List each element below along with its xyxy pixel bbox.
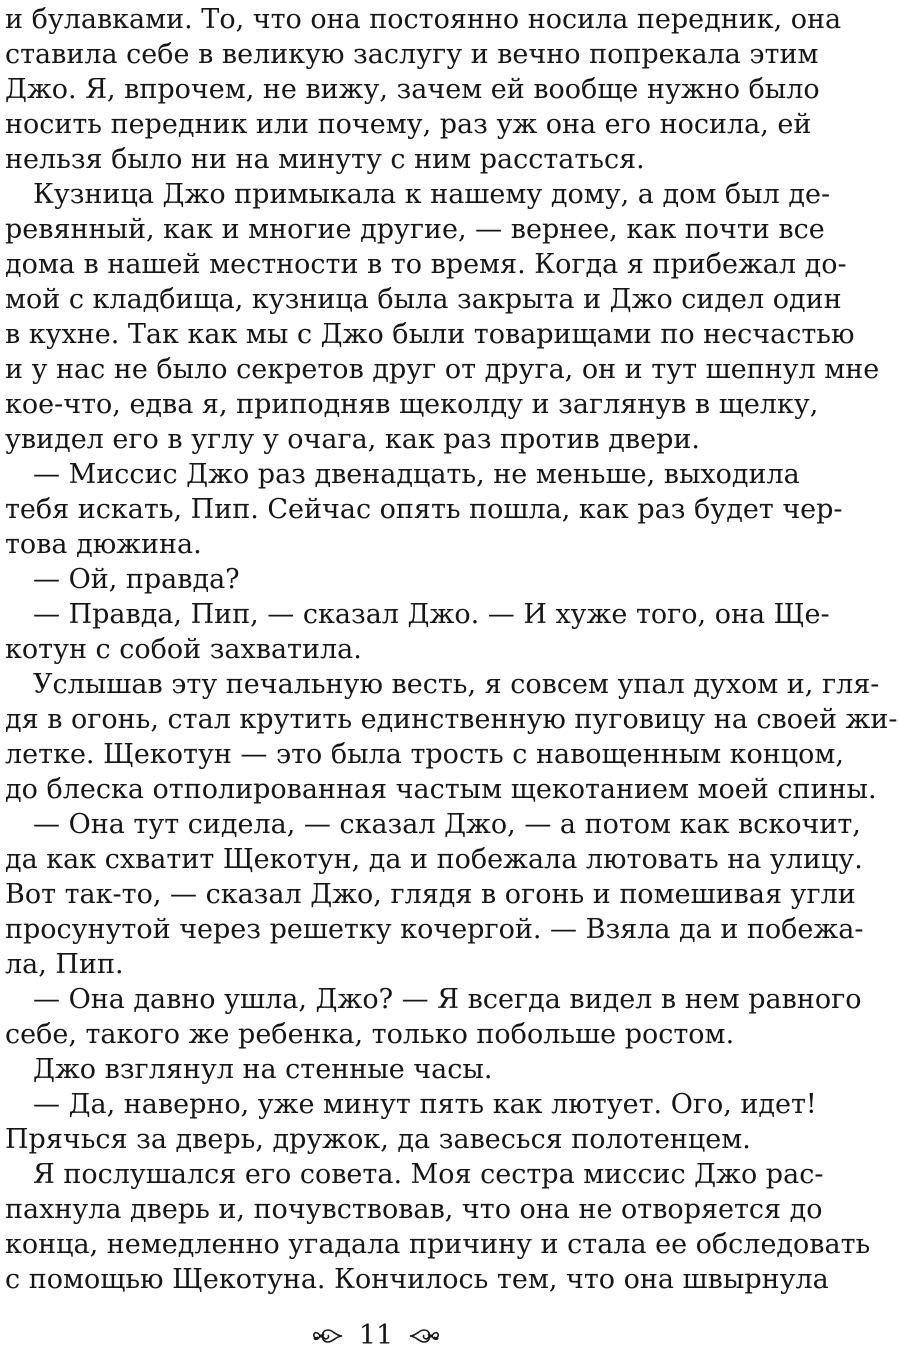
right-ornament-icon	[407, 1325, 441, 1347]
text-line: Услышав эту печальную весть, я совсем упал духом и, гля-	[33, 669, 880, 700]
text-line: — Она тут сидела, — сказал Джо, — а потом как вскочит,	[33, 809, 861, 840]
text-line: ставила себе в великую заслугу и вечно попрекала этим	[5, 39, 819, 70]
page-footer	[0, 1318, 752, 1354]
text-line: Я послушался его совета. Моя сестра миссис Джо рас-	[33, 1159, 824, 1190]
text-line: котун с собой захватила.	[5, 634, 362, 665]
text-line: нельзя было ни на минуту с ним расстаться.	[5, 144, 645, 175]
text-line: и булавками. То, что она постоянно носила передник, она	[5, 4, 842, 35]
text-line: до блеска отполированная частым щекотанием моей спины.	[5, 774, 877, 805]
text-line: — Да, наверно, уже минут пять как лютует. Ого, идет!	[33, 1089, 817, 1120]
text-line: да как схватит Щекотун, да и побежала лютовать на улицу.	[5, 844, 863, 875]
text-line: ла, Пип.	[5, 949, 124, 980]
text-line: в кухне. Так как мы с Джо были товарищами по несчастью	[5, 319, 855, 350]
text-line: Джо взглянул на стенные часы.	[33, 1054, 493, 1085]
text-line: дя в огонь, стал крутить единственную пуговицу на своей жи-	[5, 704, 898, 735]
text-line: конца, немедленно угадала причину и стала ее обследовать	[5, 1229, 871, 1260]
text-line: мой с кладбища, кузница была закрыта и Джо сидел один	[5, 284, 842, 315]
text-line: — Ой, правда?	[33, 564, 240, 595]
text-line: себе, такого же ребенка, только побольше ростом.	[5, 1019, 735, 1050]
text-line: Кузница Джо примыкала к нашему дому, а дом был де-	[33, 179, 831, 210]
text-line: това дюжина.	[5, 529, 202, 560]
text-line: увидел его в углу у очага, как раз против двери.	[5, 424, 700, 455]
text-line: и у нас не было секретов друг от друга, он и тут шепнул мне	[5, 354, 880, 385]
text-line: с помощью Щекотуна. Кончилось тем, что она швырнула	[5, 1264, 829, 1295]
text-line: — Правда, Пип, — сказал Джо. — И хуже того, она Ще-	[33, 599, 830, 630]
text-line: пахнула дверь и, почувствовав, что она не отворяется до	[5, 1194, 823, 1225]
left-ornament-icon	[311, 1325, 345, 1347]
text-line: тебя искать, Пип. Сейчас опять пошла, как раз будет чер-	[5, 494, 843, 525]
text-line: летке. Щекотун — это была трость с навощенным концом,	[5, 739, 845, 770]
text-line: — Миссис Джо раз двенадцать, не меньше, выходила	[33, 459, 800, 490]
text-line: носить передник или почему, раз уж она его носила, ей	[5, 109, 812, 140]
text-line: кое-что, едва я, приподняв щеколду и заглянув в щелку,	[5, 389, 819, 420]
text-line: Вот так-то, — сказал Джо, глядя в огонь и помешивая угли	[5, 879, 856, 910]
text-line: дома в нашей местности в то время. Когда я прибежал до-	[5, 249, 847, 280]
text-line: ревянный, как и многие другие, — вернее, как почти все	[5, 214, 825, 245]
text-line: Джо. Я, впрочем, не вижу, зачем ей вообще нужно было	[5, 74, 820, 105]
page-number: 11	[358, 1320, 394, 1351]
text-line: Прячься за дверь, дружок, да завесься полотенцем.	[5, 1124, 751, 1155]
text-line: просунутой через решетку кочергой. — Взяла да и побежа-	[5, 914, 864, 945]
text-line: — Она давно ушла, Джо? — Я всегда видел в нем равного	[33, 984, 862, 1015]
